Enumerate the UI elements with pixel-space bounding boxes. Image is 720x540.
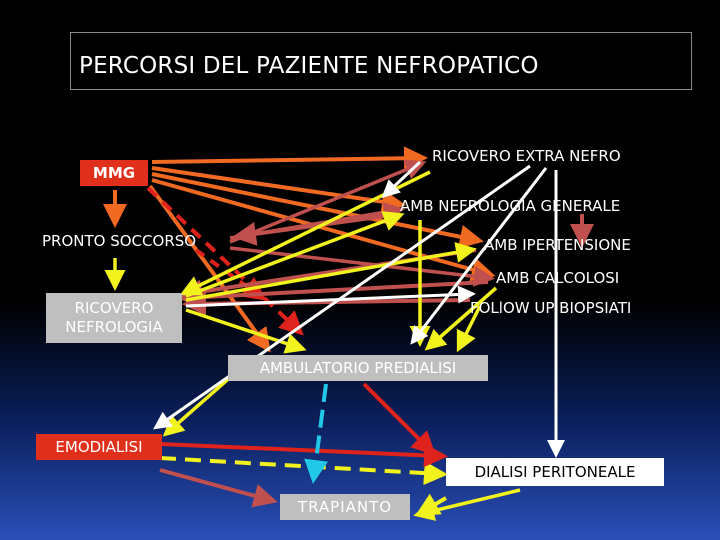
node-trapianto: TRAPIANTO xyxy=(280,494,410,520)
node-ricovero-nefrologia: RICOVERO NEFROLOGIA xyxy=(46,293,182,343)
node-ambulatorio-predialisi: AMBULATORIO PREDIALISI xyxy=(228,355,488,381)
arrow-predialisi-dialisi xyxy=(364,384,430,450)
node-amb-ipertensione: AMB IPERTENSIONE xyxy=(484,236,631,254)
arrow-mmg-ricovero-extra xyxy=(152,158,420,162)
page-title: PERCORSI DEL PAZIENTE NEFROPATICO xyxy=(79,53,539,79)
arrow-predialisi-trapianto xyxy=(314,384,326,476)
arrow-emodialisi-trapianto xyxy=(160,470,270,500)
arrow-emodialisi-dialisi-dashed xyxy=(160,458,440,474)
node-mmg: MMG xyxy=(80,160,148,186)
node-amb-nefrologia-generale: AMB NEFROLOGIA GENERALE xyxy=(400,197,621,215)
node-pronto-soccorso: PRONTO SOCCORSO xyxy=(42,232,197,250)
node-follow-up-biopsiati: FOLlOW UP BIOPSIATI xyxy=(470,299,632,317)
node-amb-calcolosi: AMB CALCOLOSI xyxy=(496,269,620,287)
arrow-emodialisi-dialisi xyxy=(160,444,440,456)
arrow-predialisi-emodialisi xyxy=(168,374,234,432)
node-ricovero-extra-nefro: RICOVERO EXTRA NEFRO xyxy=(432,147,621,165)
arrow-dialisi-trapianto xyxy=(420,490,520,514)
node-emodialisi: EMODIALISI xyxy=(36,434,162,460)
node-dialisi-peritoneale: DIALISI PERITONEALE xyxy=(446,458,664,486)
